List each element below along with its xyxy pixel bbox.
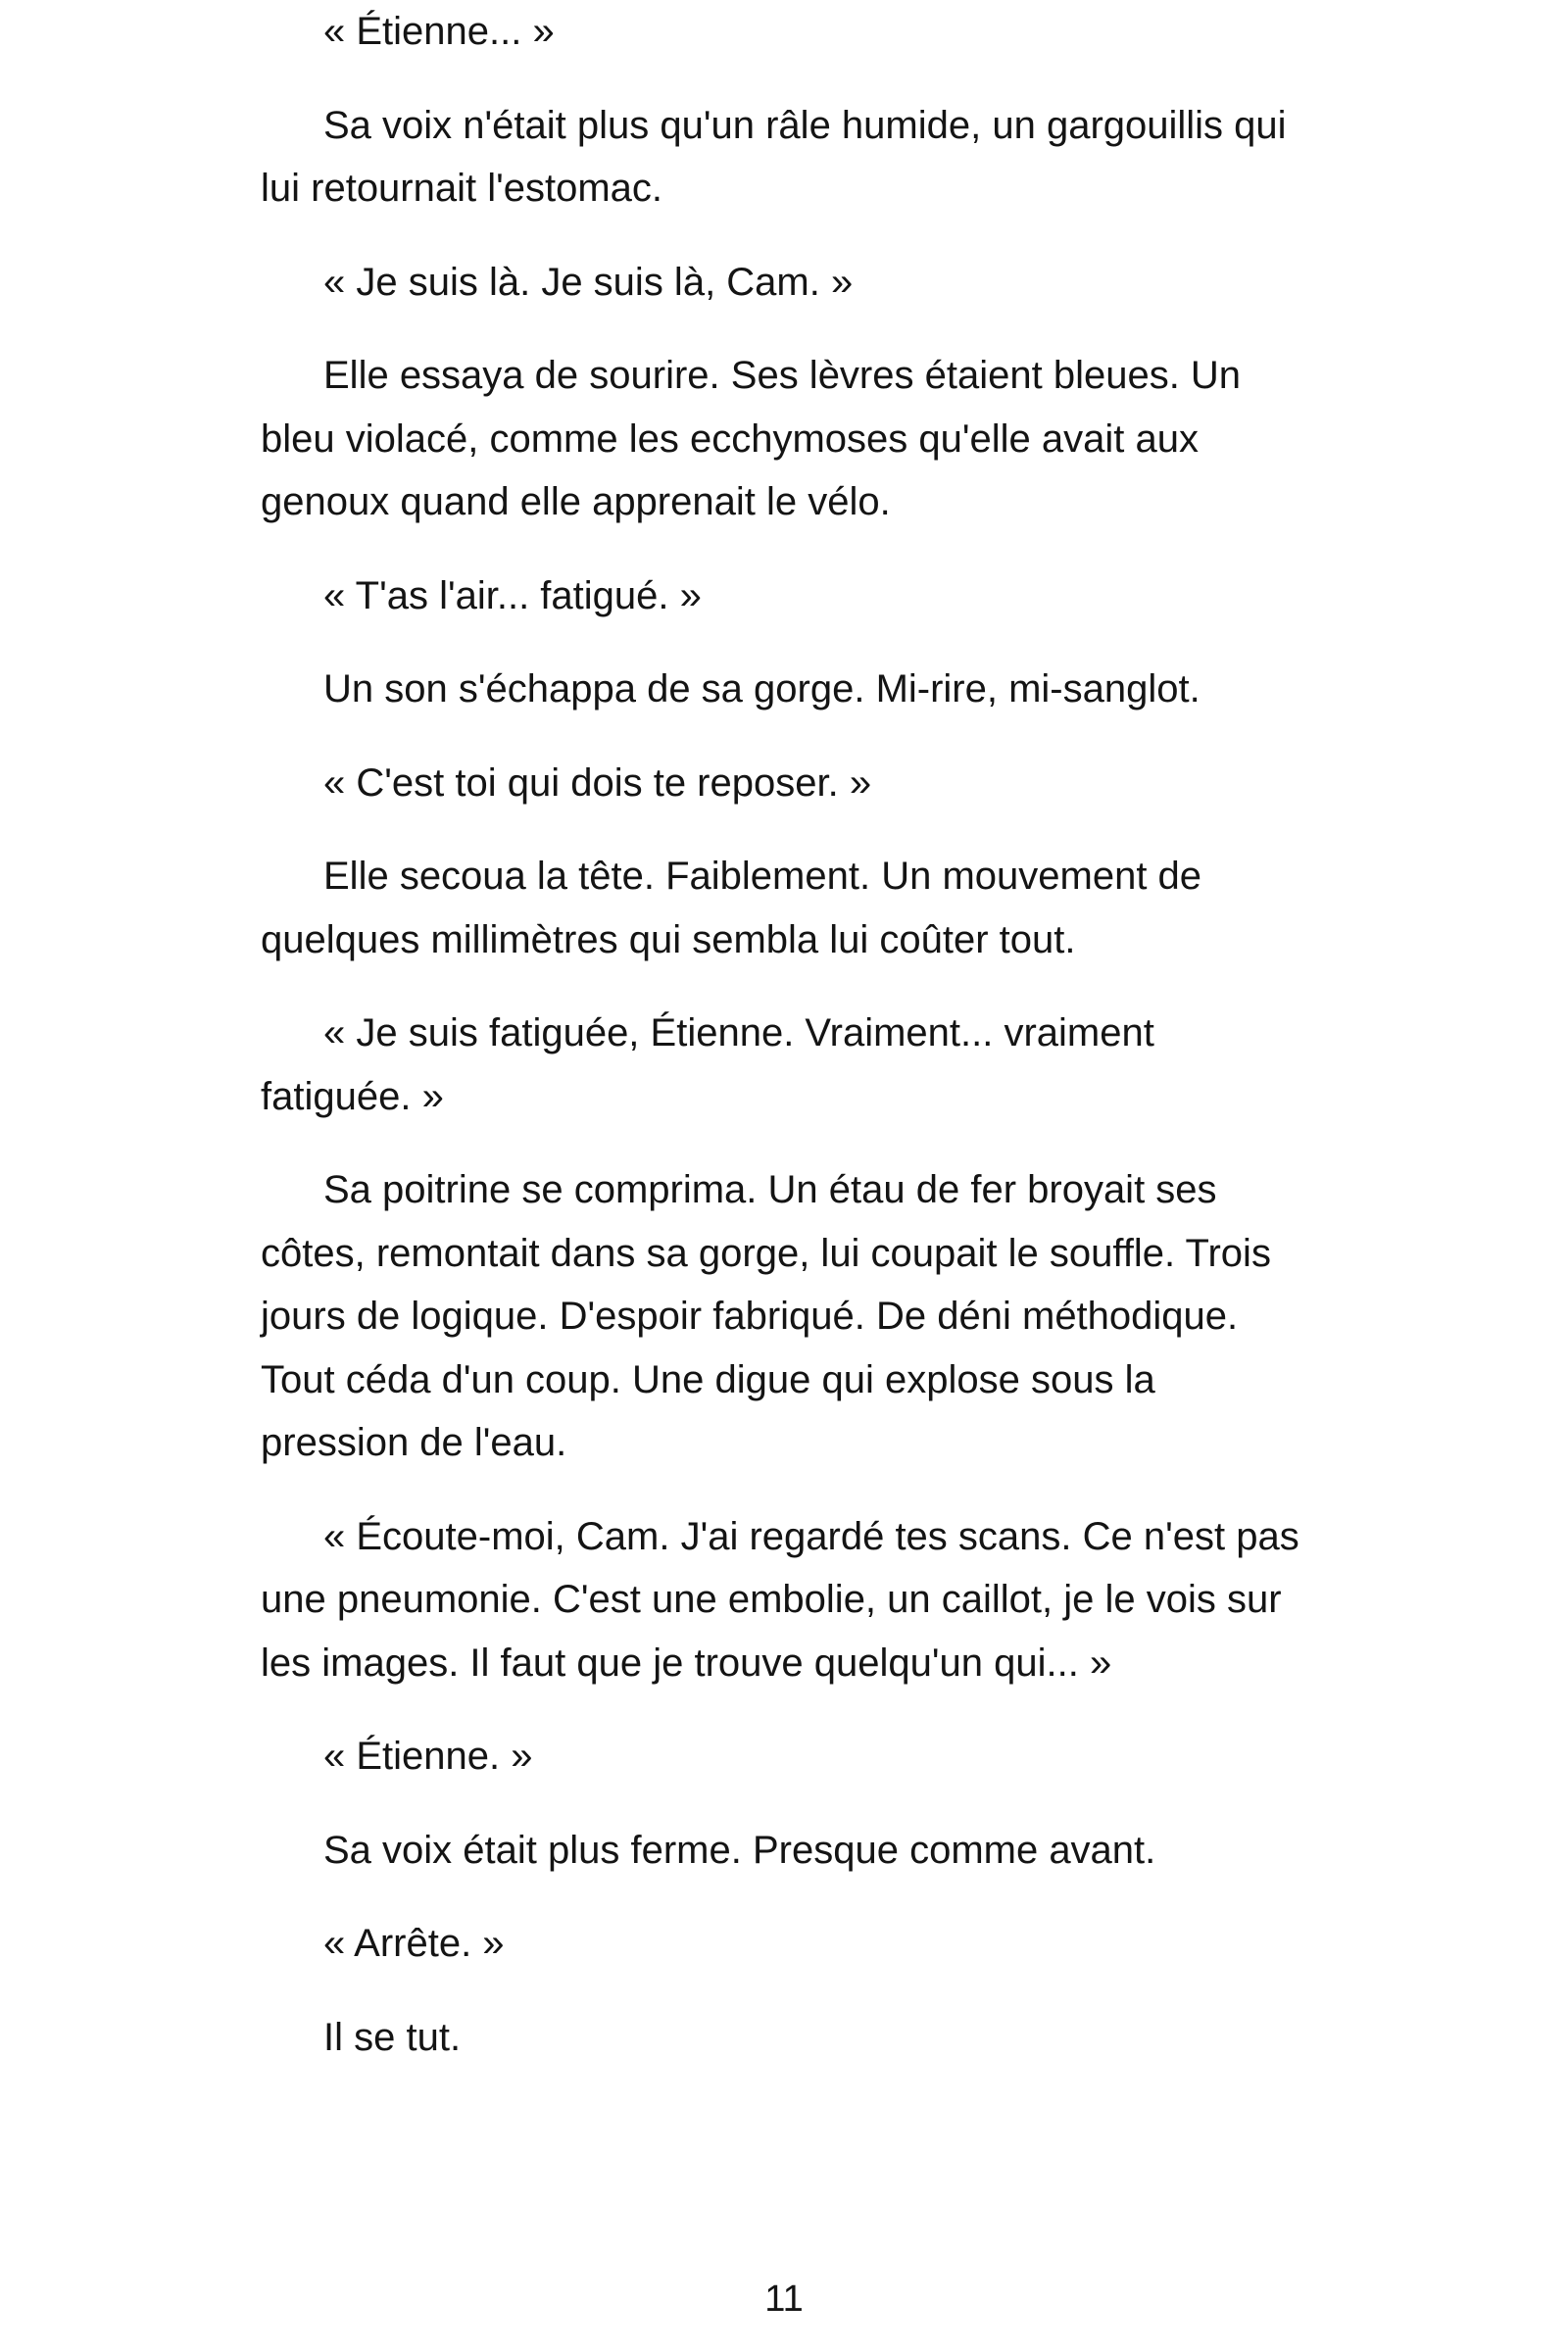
paragraph: Il se tut. xyxy=(323,2015,462,2059)
paragraph: « Étienne... » xyxy=(323,10,555,53)
paragraph: « T'as l'air... fatigué. » xyxy=(323,573,702,617)
body-text xyxy=(261,0,1299,2099)
paragraph: « Écoute-moi, Cam. J'ai regardé tes scans. Ce n'est pas une pneumonie. C'est une embolie, un caillot, je le vois sur les images. Il faut que je trouve quelqu'un qui... » xyxy=(261,1514,1299,1685)
page-number: 11 xyxy=(764,2278,804,2320)
paragraph: « Je suis fatiguée, Étienne. Vraiment... vraiment fatiguée. » xyxy=(261,1011,1154,1118)
paragraph: « Étienne. » xyxy=(323,1735,533,1778)
paragraph: Elle secoua la tête. Faiblement. Un mouvement de quelques millimètres qui sembla lui coûter tout. xyxy=(261,855,1202,961)
paragraph: « Je suis là. Je suis là, Cam. » xyxy=(323,260,854,304)
paragraph: Sa voix était plus ferme. Presque comme avant. xyxy=(323,1828,1156,1872)
paragraph: « C'est toi qui dois te reposer. » xyxy=(323,760,872,805)
paragraph: Elle essaya de sourire. Ses lèvres étaient bleues. Un bleu violacé, comme les ecchymoses qu'elle avait aux genoux quand elle apprenait le vélo. xyxy=(261,354,1242,523)
paragraph: Un son s'échappa de sa gorge. Mi-rire, mi-sanglot. xyxy=(323,667,1200,710)
paragraph: « Arrête. » xyxy=(323,1922,505,1965)
paragraph: Sa voix n'était plus qu'un râle humide, un gargouillis qui lui retournait l'estomac. xyxy=(261,103,1287,210)
paragraph: Sa poitrine se comprima. Un étau de fer broyait ses côtes, remontait dans sa gorge, lui coupait le souffle. Trois jours de logique. D'espoir fabriqué. De déni méthodique. Tout céda d'un coup. Une digue qui explose sous la pression de l'eau. xyxy=(261,1168,1271,1464)
